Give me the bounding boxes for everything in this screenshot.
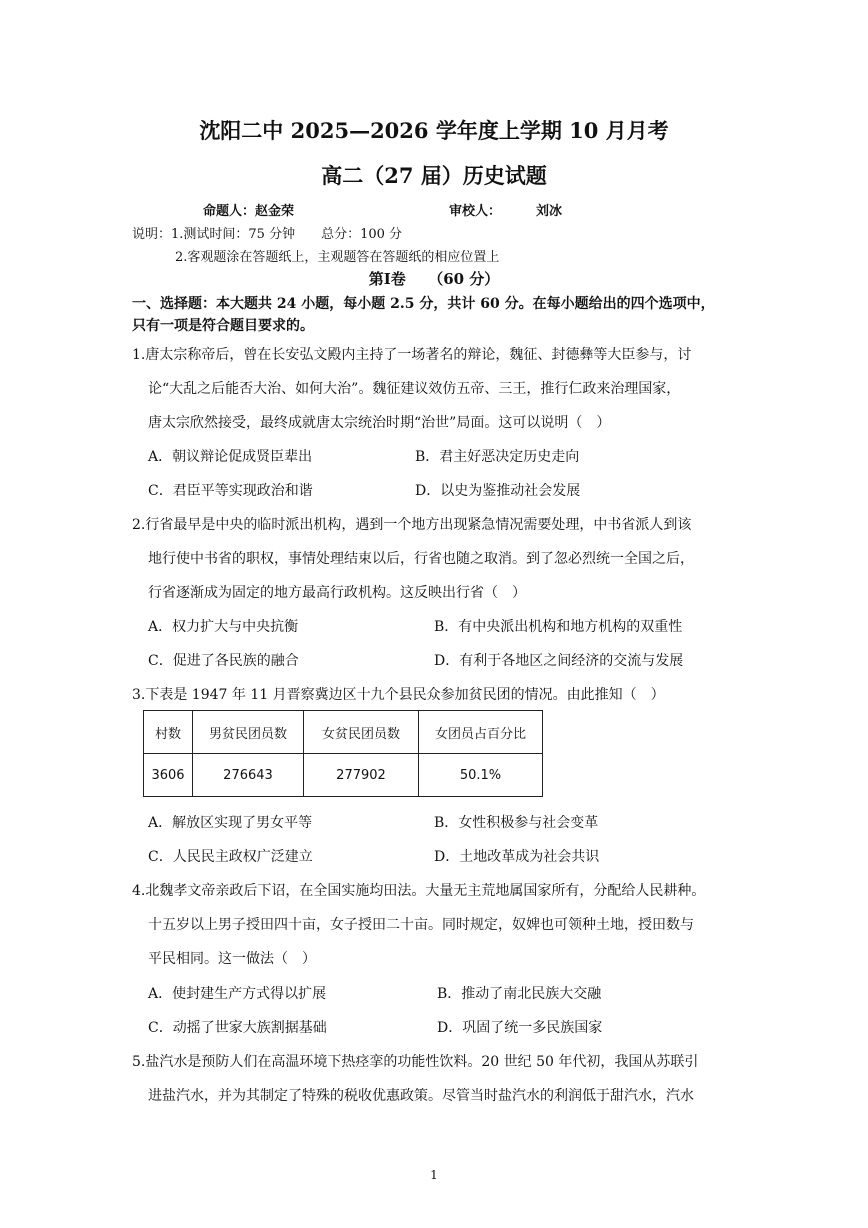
table-header-row bbox=[144, 711, 543, 754]
note-line-1: 说明：1.测试时间：75 分钟 总分：100 分 bbox=[132, 227, 403, 242]
table-header-cell: 村数 bbox=[144, 711, 193, 754]
question-1-line-3: 唐太宗欣然接受，最终成就唐太宗统治时期“治世”局面。这可以说明（ ） bbox=[148, 415, 611, 431]
question-2-option-a[interactable]: A．权力扩大与中央抗衡 bbox=[148, 619, 299, 635]
question-1-option-d[interactable]: D．以史为鉴推动社会发展 bbox=[415, 483, 581, 499]
question-4-line-3: 平民相同。这一做法（ ） bbox=[148, 951, 316, 967]
question-4-line-2: 十五岁以上男子授田四十亩，女子授田二十亩。同时规定，奴婢也可领种土地，授田数与 bbox=[148, 917, 694, 933]
author-label: 命题人：赵金荣 bbox=[203, 204, 295, 219]
section-instruction-1: 一、选择题：本大题共 24 小题，每小题 2.5 分，共计 60 分。在每小题给出的四个选项中， bbox=[132, 296, 715, 312]
table-header-cell: 女贫民团员数 bbox=[304, 711, 419, 754]
question-3-option-b[interactable]: B．女性积极参与社会变革 bbox=[434, 815, 599, 831]
section-instruction-2: 只有一项是符合题目要求的。 bbox=[132, 318, 314, 334]
question-3-table bbox=[143, 710, 543, 797]
question-4-option-b[interactable]: B．推动了南北民族大交融 bbox=[437, 986, 602, 1002]
reviewer-name: 刘冰 bbox=[536, 204, 563, 219]
question-1-line-2: 论“大乱之后能否大治、如何大治”。魏征建议效仿五帝、三王，推行仁政来治理国家， bbox=[148, 381, 681, 397]
question-5-line-2: 进盐汽水，并为其制定了特殊的税收优惠政策。尽管当时盐汽水的利润低于甜汽水，汽水 bbox=[148, 1088, 694, 1104]
question-2-option-c[interactable]: C．促进了各民族的融合 bbox=[148, 653, 299, 669]
question-1-option-c[interactable]: C．君臣平等实现政治和谐 bbox=[148, 483, 313, 499]
question-3-line-1: 3.下表是 1947 年 11 月晋察冀边区十九个县民众参加贫民团的情况。由此推知（ ） bbox=[132, 687, 665, 703]
page-number: 1 bbox=[430, 1168, 438, 1182]
table-row bbox=[144, 754, 543, 797]
question-2-line-2: 地行使中书省的职权，事情处理结束以后，行省也随之取消。到了忽必烈统一全国之后， bbox=[148, 551, 694, 567]
table-cell: 277902 bbox=[304, 754, 419, 797]
question-4-option-c[interactable]: C．动摇了世家大族割据基础 bbox=[148, 1020, 327, 1036]
table-cell: 3606 bbox=[144, 754, 193, 797]
table-cell: 276643 bbox=[193, 754, 304, 797]
question-1-line-1: 1.唐太宗称帝后，曾在长安弘文殿内主持了一场著名的辩论，魏征、封德彝等大臣参与，讨 bbox=[132, 347, 692, 363]
question-3-option-c[interactable]: C．人民民主政权广泛建立 bbox=[148, 849, 313, 865]
exam-subtitle: 高二（27 届）历史试题 bbox=[321, 163, 547, 188]
question-2-option-d[interactable]: D．有利于各地区之间经济的交流与发展 bbox=[434, 653, 684, 669]
table-cell: 50.1% bbox=[419, 754, 543, 797]
reviewer-label: 审校人： bbox=[449, 204, 502, 219]
section-title: 第Ⅰ卷 （60 分） bbox=[368, 270, 500, 288]
exam-title: 沈阳二中 2025—2026 学年度上学期 10 月月考 bbox=[199, 118, 669, 143]
question-2-option-b[interactable]: B．有中央派出机构和地方机构的双重性 bbox=[434, 619, 683, 635]
question-5-line-1: 5.盐汽水是预防人们在高温环境下热痉挛的功能性饮料。20 世纪 50 年代初，我国从苏联引 bbox=[132, 1054, 699, 1070]
question-1-option-b[interactable]: B．君主好恶决定历史走向 bbox=[415, 449, 580, 465]
question-2-line-3: 行省逐渐成为固定的地方最高行政机构。这反映出行省（ ） bbox=[148, 585, 526, 601]
table-header-cell: 女团员占百分比 bbox=[419, 711, 543, 754]
note-line-2: 2.客观题涂在答题纸上，主观题答在答题纸的相应位置上 bbox=[175, 250, 500, 265]
table-header-cell: 男贫民团员数 bbox=[193, 711, 304, 754]
question-4-line-1: 4.北魏孝文帝亲政后下诏，在全国实施均田法。大量无主荒地属国家所有，分配给人民耕种。 bbox=[132, 883, 706, 899]
question-3-option-a[interactable]: A．解放区实现了男女平等 bbox=[148, 815, 313, 831]
question-2-line-1: 2.行省最早是中央的临时派出机构，遇到一个地方出现紧急情况需要处理，中书省派人到该 bbox=[132, 517, 692, 533]
question-4-option-a[interactable]: A．使封建生产方式得以扩展 bbox=[148, 986, 327, 1002]
question-1-option-a[interactable]: A．朝议辩论促成贤臣辈出 bbox=[148, 449, 313, 465]
question-3-option-d[interactable]: D．土地改革成为社会共识 bbox=[434, 849, 600, 865]
question-4-option-d[interactable]: D．巩固了统一多民族国家 bbox=[437, 1020, 603, 1036]
